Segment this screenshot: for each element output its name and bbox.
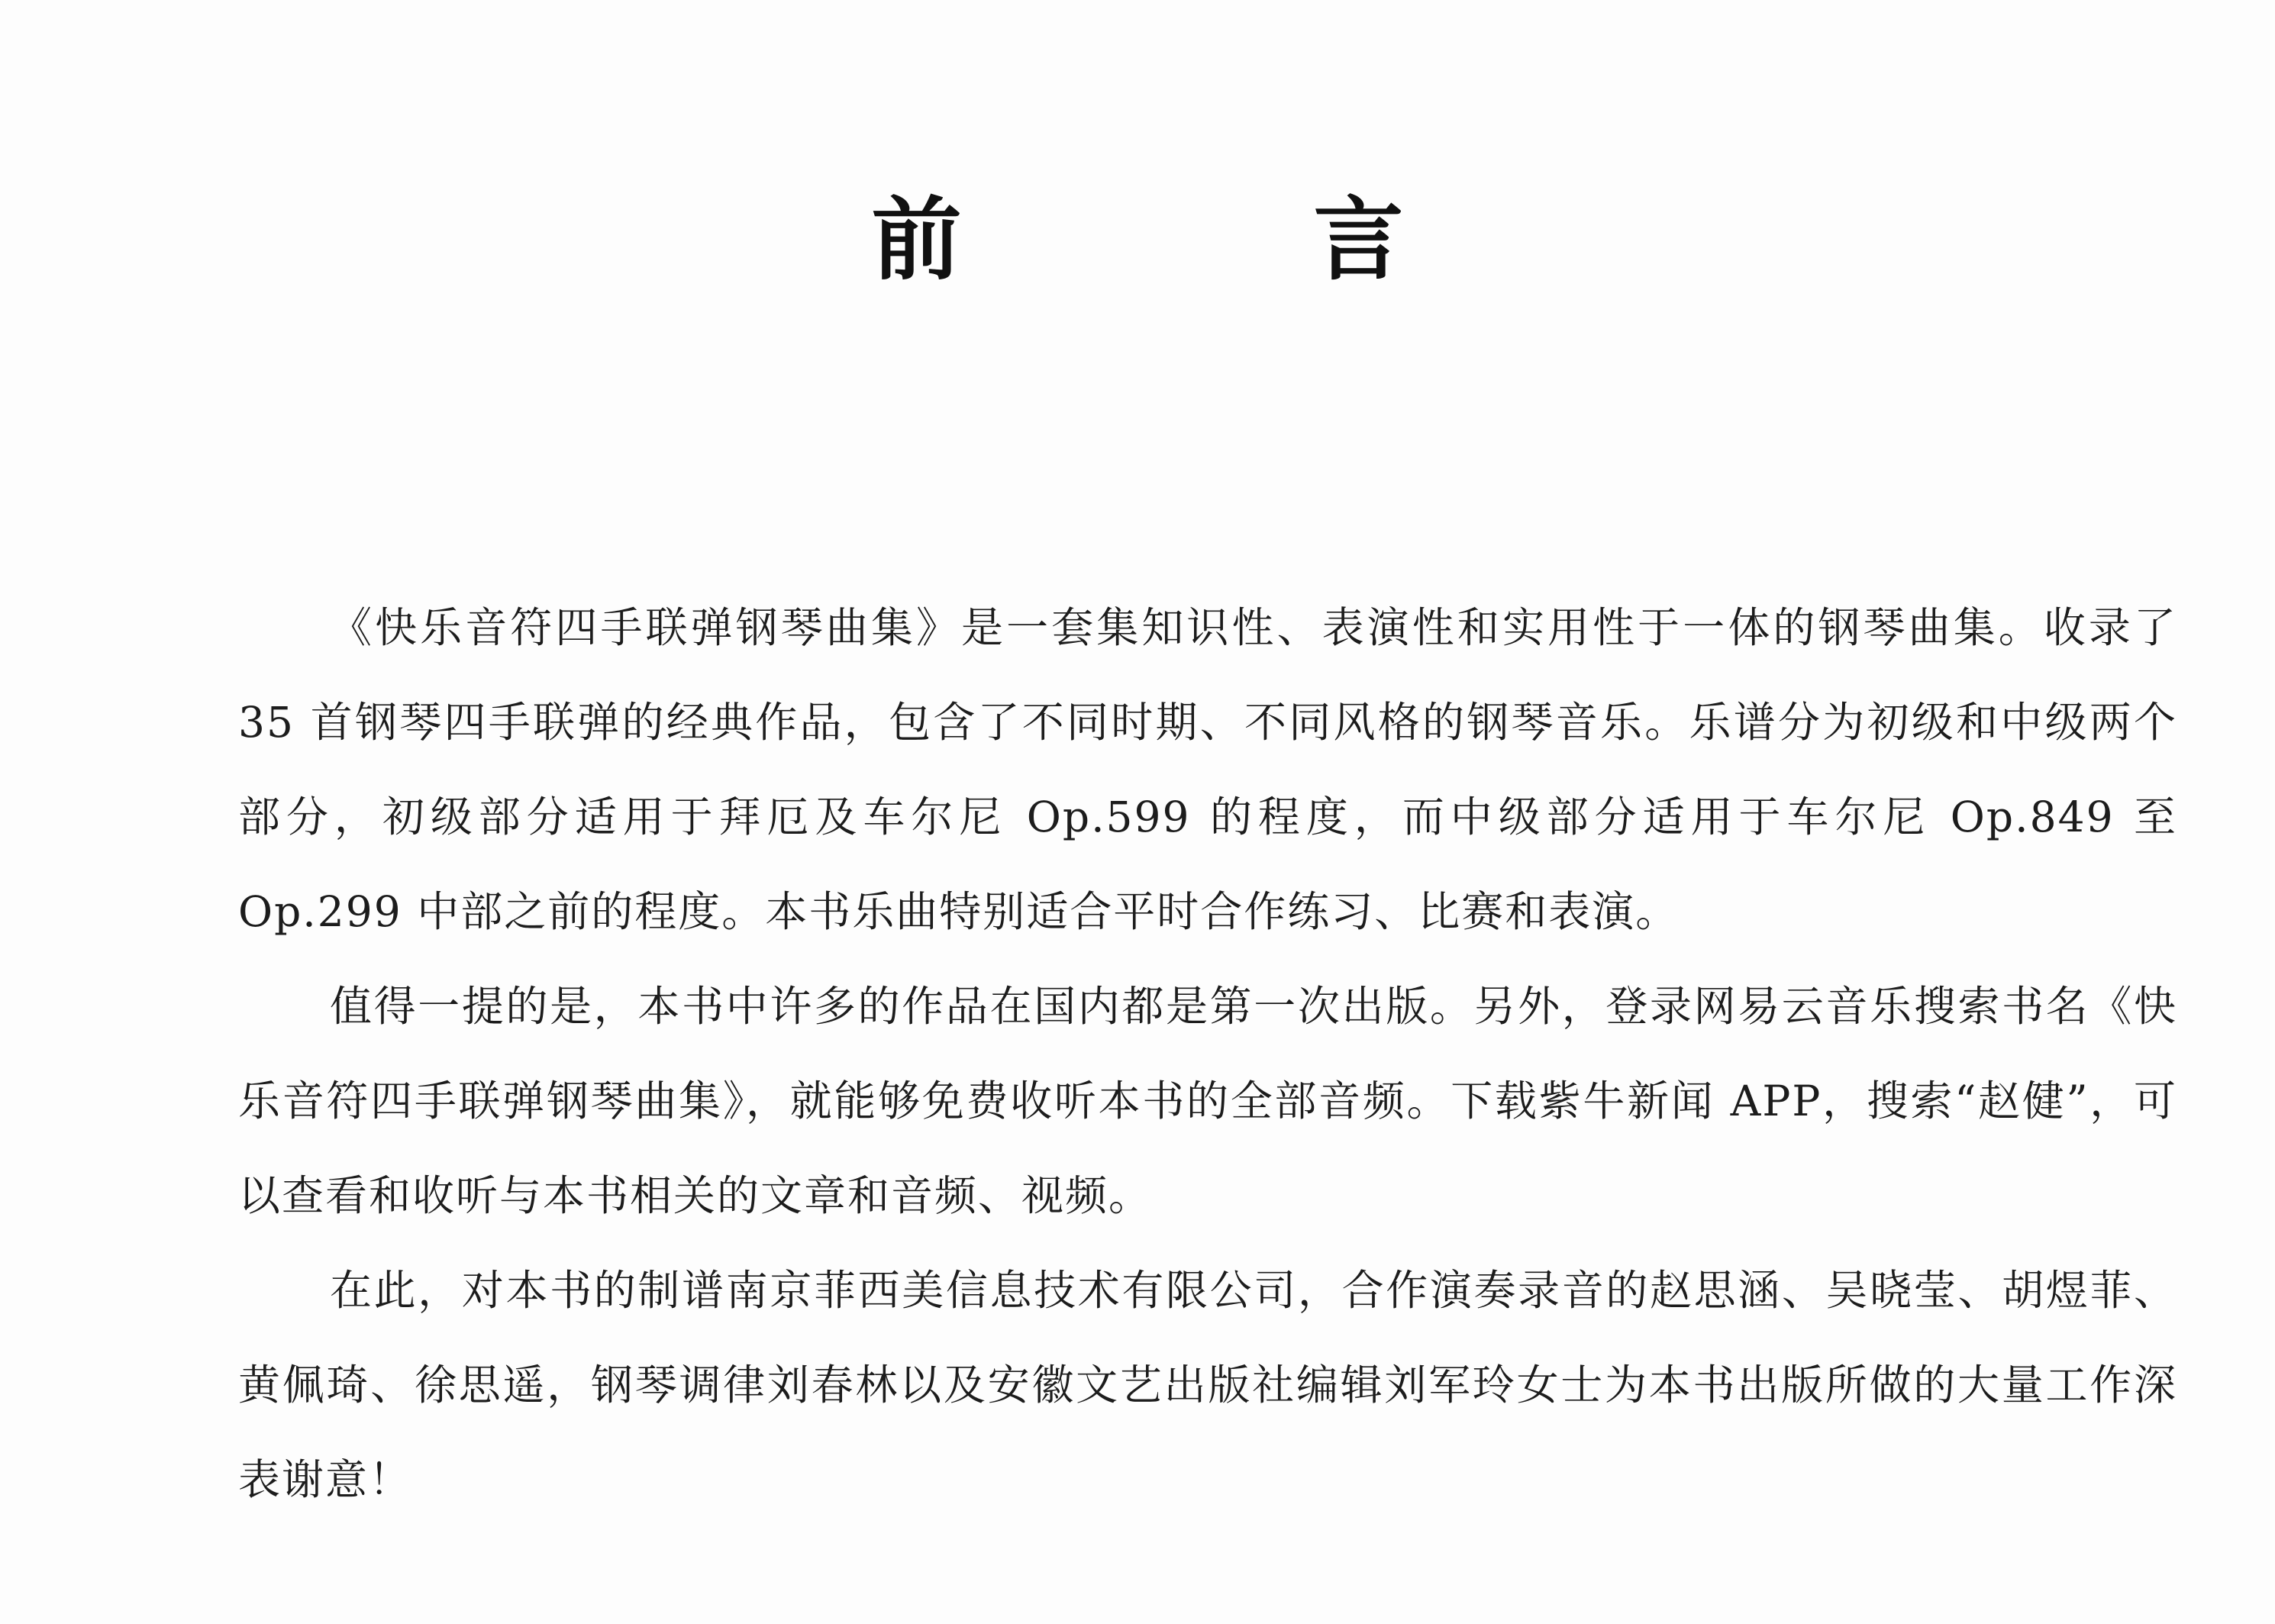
paragraph-3: 在此，对本书的制谱南京菲西美信息技术有限公司，合作演奏录音的赵思涵、吴晓莹、胡煜菲、黄佩琦、徐思遥，钢琴调律刘春林以及安徽文艺出版社编辑刘军玲女士为本书出版所做的大量工作深表谢意！ [238, 1266, 2177, 1504]
page-title: 前 言 [871, 187, 1564, 292]
paragraph-2: 值得一提的是，本书中许多的作品在国内都是第一次出版。另外，登录网易云音乐搜索书名《快乐音符四手联弹钢琴曲集》，就能够免费收听本书的全部音频。下载紫牛新闻 APP，搜索“赵健”，可以查看和收听与本书相关的文章和音频、视频。 [238, 982, 2178, 1220]
paragraph-1: 《快乐音符四手联弹钢琴曲集》是一套集知识性、表演性和实用性于一体的钢琴曲集。收录了 35 首钢琴四手联弹的经典作品，包含了不同时期、不同风格的钢琴音乐。乐谱分为初级和中级两个部分，初级部分适用于拜厄及车尔尼 Op.599 的程度，而中级部分适用于车尔尼 Op.849 至 Op.299 中部之前的程度。本书乐曲特别适合平时合作练习、比赛和表演。 [238, 603, 2177, 936]
preface-body [238, 580, 2177, 1527]
